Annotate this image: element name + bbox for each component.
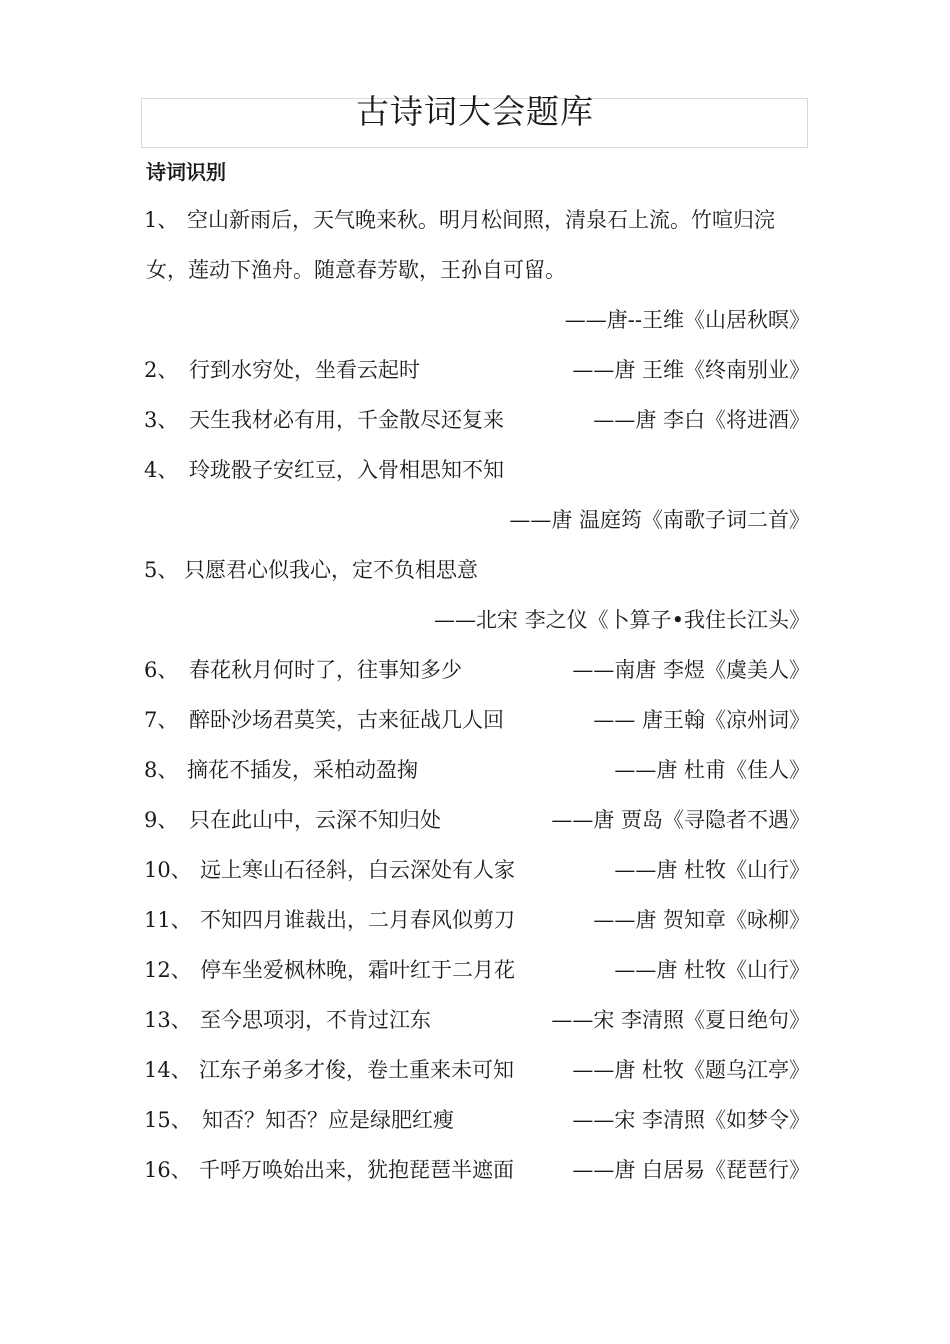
item-number: 11、 [144, 908, 192, 932]
poem-text: 远上寒山石径斜，白云深处有人家 [200, 858, 515, 882]
poem-source: ——唐 杜牧《山行》 [614, 958, 810, 982]
item-number: 13、 [144, 1008, 192, 1032]
item-number: 2、 [144, 358, 179, 382]
item-number: 15、 [144, 1108, 192, 1132]
poem-text: 摘花不插发，采柏动盈掬 [187, 758, 418, 782]
item-number: 4、 [144, 458, 179, 482]
poem-source: ——南唐 李煜《虞美人》 [572, 658, 810, 682]
item-number: 1、 [144, 208, 179, 232]
poem-source: —— 唐王翰《凉州词》 [593, 708, 810, 732]
poem-source: ——唐 杜牧《题乌江亭》 [572, 1058, 810, 1082]
poem-source: ——唐 贾岛《寻隐者不遇》 [551, 808, 810, 832]
item-number: 8、 [144, 758, 179, 782]
item-number: 3、 [144, 408, 179, 432]
poem-text-line2: 女，莲动下渔舟。随意春芳歇，王孙自可留。 [146, 258, 566, 282]
poem-text: 江东子弟多才俊，卷土重来未可知 [199, 1058, 514, 1082]
poem-source: ——唐 李白《将进酒》 [593, 408, 810, 432]
item-number: 10、 [144, 858, 192, 882]
item-number: 9、 [144, 808, 179, 832]
poem-text: 天生我材必有用，千金散尽还复来 [189, 408, 504, 432]
poem-text: 只在此山中，云深不知归处 [189, 808, 441, 832]
poem-text: 春花秋月何时了，往事知多少 [189, 658, 462, 682]
poem-text: 醉卧沙场君莫笑，古来征战几人回 [189, 708, 504, 732]
item-number: 6、 [144, 658, 179, 682]
poem-text: 知否？知否？应是绿肥红瘦 [202, 1108, 454, 1132]
poem-source: ——唐 温庭筠《南歌子词二首》 [509, 508, 810, 532]
item-number: 5、 [144, 558, 179, 582]
poem-text: 至今思项羽，不肯过江东 [200, 1008, 431, 1032]
poem-source: ——唐 杜甫《佳人》 [614, 758, 810, 782]
section-heading: 诗词识别 [146, 160, 226, 184]
poem-text: 千呼万唤始出来，犹抱琵琶半遮面 [199, 1158, 514, 1182]
poem-source: ——唐 杜牧《山行》 [614, 858, 810, 882]
poem-source: ——唐 王维《终南别业》 [572, 358, 810, 382]
poem-source: ——唐 贺知章《咏柳》 [593, 908, 810, 932]
poem-source: ——宋 李清照《如梦令》 [572, 1108, 810, 1132]
item-number: 16、 [144, 1158, 192, 1182]
item-number: 12、 [144, 958, 192, 982]
poem-source: ——北宋 李之仪《卜算子•我住长江头》 [433, 608, 810, 632]
poem-text: 行到水穷处，坐看云起时 [189, 358, 420, 382]
poem-text: 停车坐爱枫林晚，霜叶红于二月花 [200, 958, 515, 982]
poem-text: 玲珑骰子安红豆，入骨相思知不知 [189, 458, 504, 482]
page-title: 古诗词大会题库 [356, 92, 594, 131]
poem-text-line1: 空山新雨后，天气晚来秋。明月松间照，清泉石上流。竹喧归浣 [187, 208, 775, 232]
poem-source: ——唐--王维《山居秋暝》 [564, 308, 810, 332]
item-number: 14、 [144, 1058, 192, 1082]
poem-source: ——宋 李清照《夏日绝句》 [551, 1008, 810, 1032]
poem-text: 只愿君心似我心，定不负相思意 [184, 558, 478, 582]
item-number: 7、 [144, 708, 179, 732]
poem-source: ——唐 白居易《琵琶行》 [572, 1158, 810, 1182]
poem-text: 不知四月谁裁出，二月春风似剪刀 [200, 908, 515, 932]
